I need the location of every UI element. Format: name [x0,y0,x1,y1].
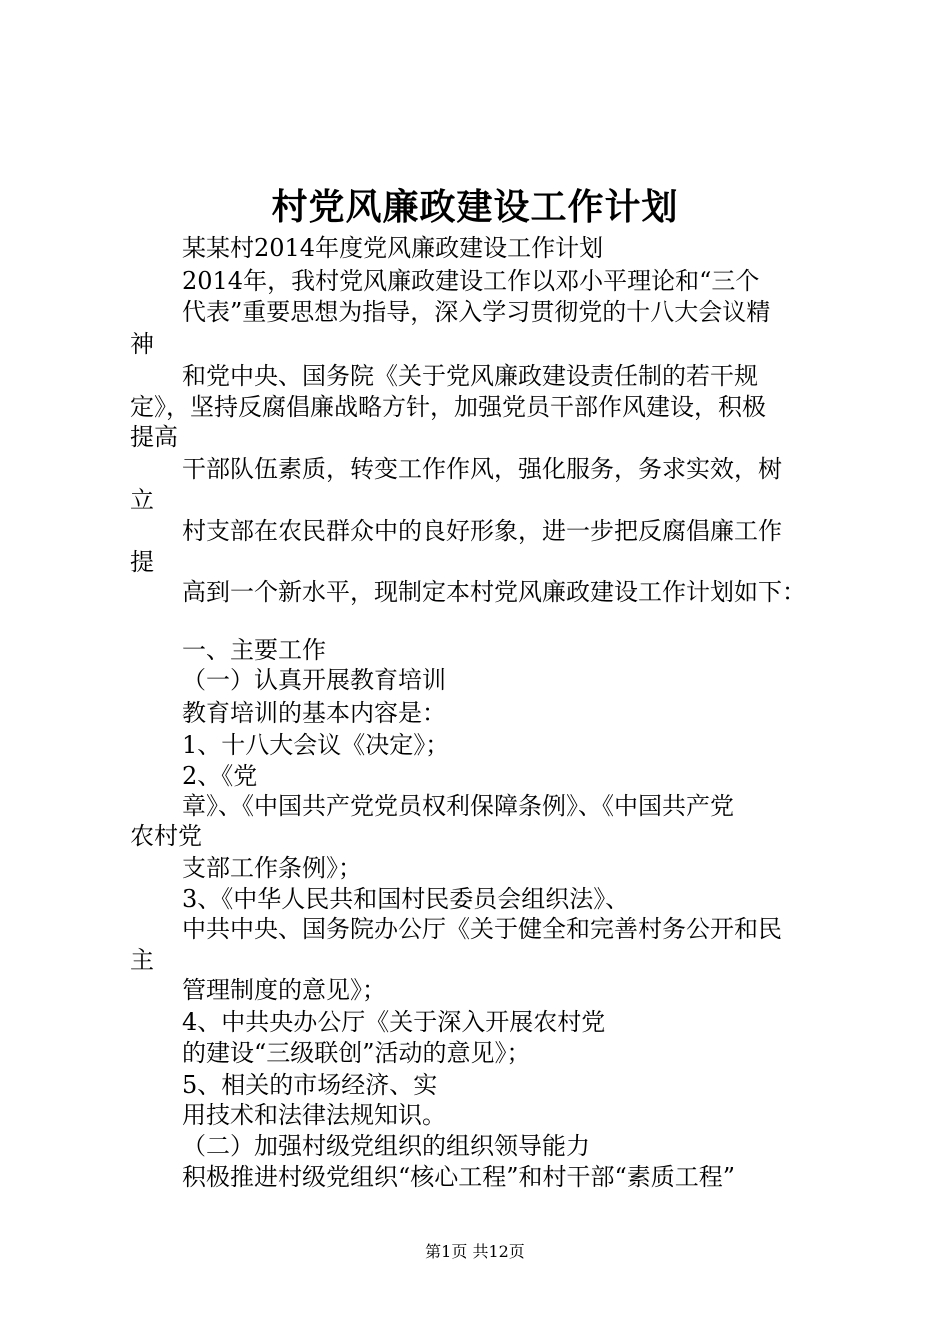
paragraph-line: 和党中央、国务院《关于党风廉政建设责任制的若干规 [182,362,758,390]
list-item: 2、《党 [182,762,258,790]
list-item: 农村党 [130,822,202,850]
paragraph-line: 神 [130,330,154,358]
list-item: 3、《中华人民共和国村民委员会组织法》、 [182,885,630,913]
list-item: 主 [130,946,154,974]
paragraph-line: 干部队伍素质，转变工作作风，强化服务，务求实效，树 [182,455,782,483]
list-item: 管理制度的意见》； [182,976,386,1004]
list-item: 用技术和法律法规知识。 [182,1101,446,1129]
paragraph-line: 立 [130,486,154,514]
paragraph-line: 某某村2014年度党风廉政建设工作计划 [182,234,604,262]
list-item: 5、相关的市场经济、实 [182,1071,438,1099]
list-item: 1、十八大会议《决定》； [182,731,450,759]
subsection-heading: （一）认真开展教育培训 [182,666,446,694]
paragraph-line: 村支部在农民群众中的良好形象，进一步把反腐倡廉工作 [182,517,782,545]
list-item: 的建设“三级联创”活动的意见》； [182,1039,531,1067]
list-item: 中共中央、国务院办公厅《关于健全和完善村务公开和民 [182,915,782,943]
section-heading: 一、主要工作 [182,636,326,664]
paragraph-line: 教育培训的基本内容是： [182,699,446,727]
subsection-heading: （二）加强村级党组织的组织领导能力 [182,1132,590,1160]
paragraph-line: 定》，坚持反腐倡廉战略方针，加强党员干部作风建设，积极 [130,393,766,421]
list-item: 支部工作条例》； [182,854,362,882]
list-item: 4、中共央办公厅《关于深入开展农村党 [182,1008,606,1036]
paragraph-line: 代表”重要思想为指导，深入学习贯彻党的十八大会议精 [182,298,771,326]
document-title: 村党风廉政建设工作计划 [271,186,679,228]
paragraph-line: 2014年，我村党风廉政建设工作以邓小平理论和“三个 [182,267,760,295]
page-number: 第1页 共12页 [425,1242,525,1261]
list-item: 章》、《中国共产党党员权利保障条例》、《中国共产党 [182,792,734,820]
paragraph-line: 积极推进村级党组织“核心工程”和村干部“素质工程” [182,1163,736,1191]
paragraph-line: 提高 [130,423,178,451]
paragraph-line: 提 [130,548,154,576]
paragraph-line: 高到一个新水平，现制定本村党风廉政建设工作计划如下： [182,578,806,606]
